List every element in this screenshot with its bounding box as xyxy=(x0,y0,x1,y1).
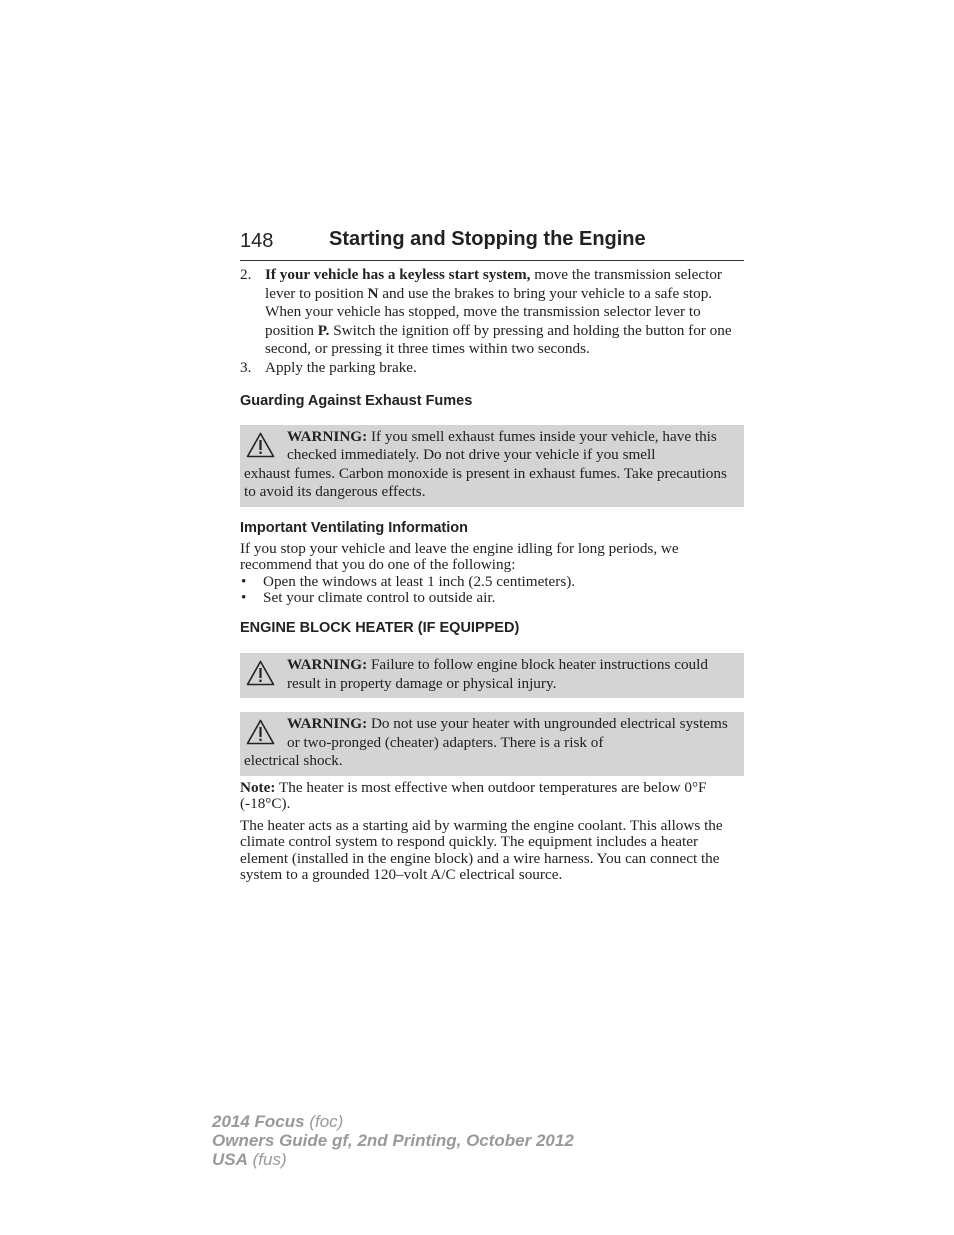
step-lead: If your vehicle has a keyless start system, xyxy=(265,266,531,283)
step-text: Apply the parking brake. xyxy=(265,358,417,376)
warning-triangle-icon xyxy=(246,719,275,745)
warning-text: Do not use your heater with ungrounded electrical systems or two-pronged (cheater) adapters. There is a risk of xyxy=(287,715,728,751)
step-text: Switch the ignition off by pressing and holding the button for one second, or pressing it three times within two seconds. xyxy=(265,321,732,358)
warning-label: WARNING: xyxy=(287,655,368,673)
page-content xyxy=(240,266,744,884)
footer-model: 2014 Focus xyxy=(212,1112,305,1131)
step-2 xyxy=(240,266,744,359)
step-number: 3. xyxy=(240,358,252,376)
chapter-title: Starting and Stopping the Engine xyxy=(329,228,646,250)
footer-model-code: (foc) xyxy=(304,1112,344,1131)
warning-box-exhaust xyxy=(240,425,744,507)
warning-triangle-icon xyxy=(246,660,275,686)
warning-label: WARNING: xyxy=(287,427,368,445)
ventilating-list xyxy=(240,574,744,607)
section-heading-exhaust: Guarding Against Exhaust Fumes xyxy=(240,392,473,409)
warning-label: WARNING: xyxy=(287,715,368,733)
footer-market-code: (fus) xyxy=(247,1150,287,1169)
note xyxy=(240,780,744,813)
warning-box-instructions xyxy=(240,653,744,698)
ventilating-intro: If you stop your vehicle and leave the engine idling for long periods, we recommend that you do one of the following: xyxy=(240,539,679,574)
section-heading-ventilating: Important Ventilating Information xyxy=(240,519,468,536)
page-number: 148 xyxy=(240,230,274,252)
footer-market: USA xyxy=(212,1150,248,1169)
warning-text: electrical shock. xyxy=(244,752,343,770)
position-n: N xyxy=(367,284,379,302)
footer-guide: Owners Guide gf, 2nd Printing, October 2012 xyxy=(212,1131,574,1150)
heater-paragraph: The heater acts as a starting aid by warming the engine coolant. This allows the climate control system to respond quickly. The equipment includes a heater element (installed in the engine block) and a wire harness. You can connect the system to a grounded 120–volt A/C electrical source. xyxy=(240,816,723,884)
position-p: P. xyxy=(317,321,330,339)
page-header xyxy=(240,228,744,261)
warning-text: If you smell exhaust fumes inside your vehicle, have this checked immediately. Do not drive your vehicle if you smell xyxy=(287,427,717,464)
step-text: and use the brakes to bring your vehicle to a safe stop. When your vehicle has stopped, move the transmission selector lever to position xyxy=(265,284,713,339)
step-3 xyxy=(240,359,744,378)
warning-box-grounding xyxy=(240,712,744,776)
list-item: • Set your climate control to outside air. xyxy=(240,590,744,607)
warning-text: Failure to follow engine block heater instructions could result in property damage or physical injury. xyxy=(287,655,708,692)
note-text: The heater is most effective when outdoor temperatures are below 0°F (-18°C). xyxy=(240,778,707,813)
warning-triangle-icon xyxy=(246,432,275,458)
warning-text: exhaust fumes. Carbon monoxide is present in exhaust fumes. Take precautions to avoid its dangerous effects. xyxy=(244,464,727,501)
section-heading-block-heater: ENGINE BLOCK HEATER (IF EQUIPPED) xyxy=(240,619,520,636)
list-item: • Open the windows at least 1 inch (2.5 centimeters). xyxy=(240,574,744,591)
step-number: 2. xyxy=(240,266,252,283)
step-text: move the transmission selector lever to position xyxy=(265,266,722,302)
note-label: Note: xyxy=(240,778,276,796)
page-footer xyxy=(212,1112,574,1169)
